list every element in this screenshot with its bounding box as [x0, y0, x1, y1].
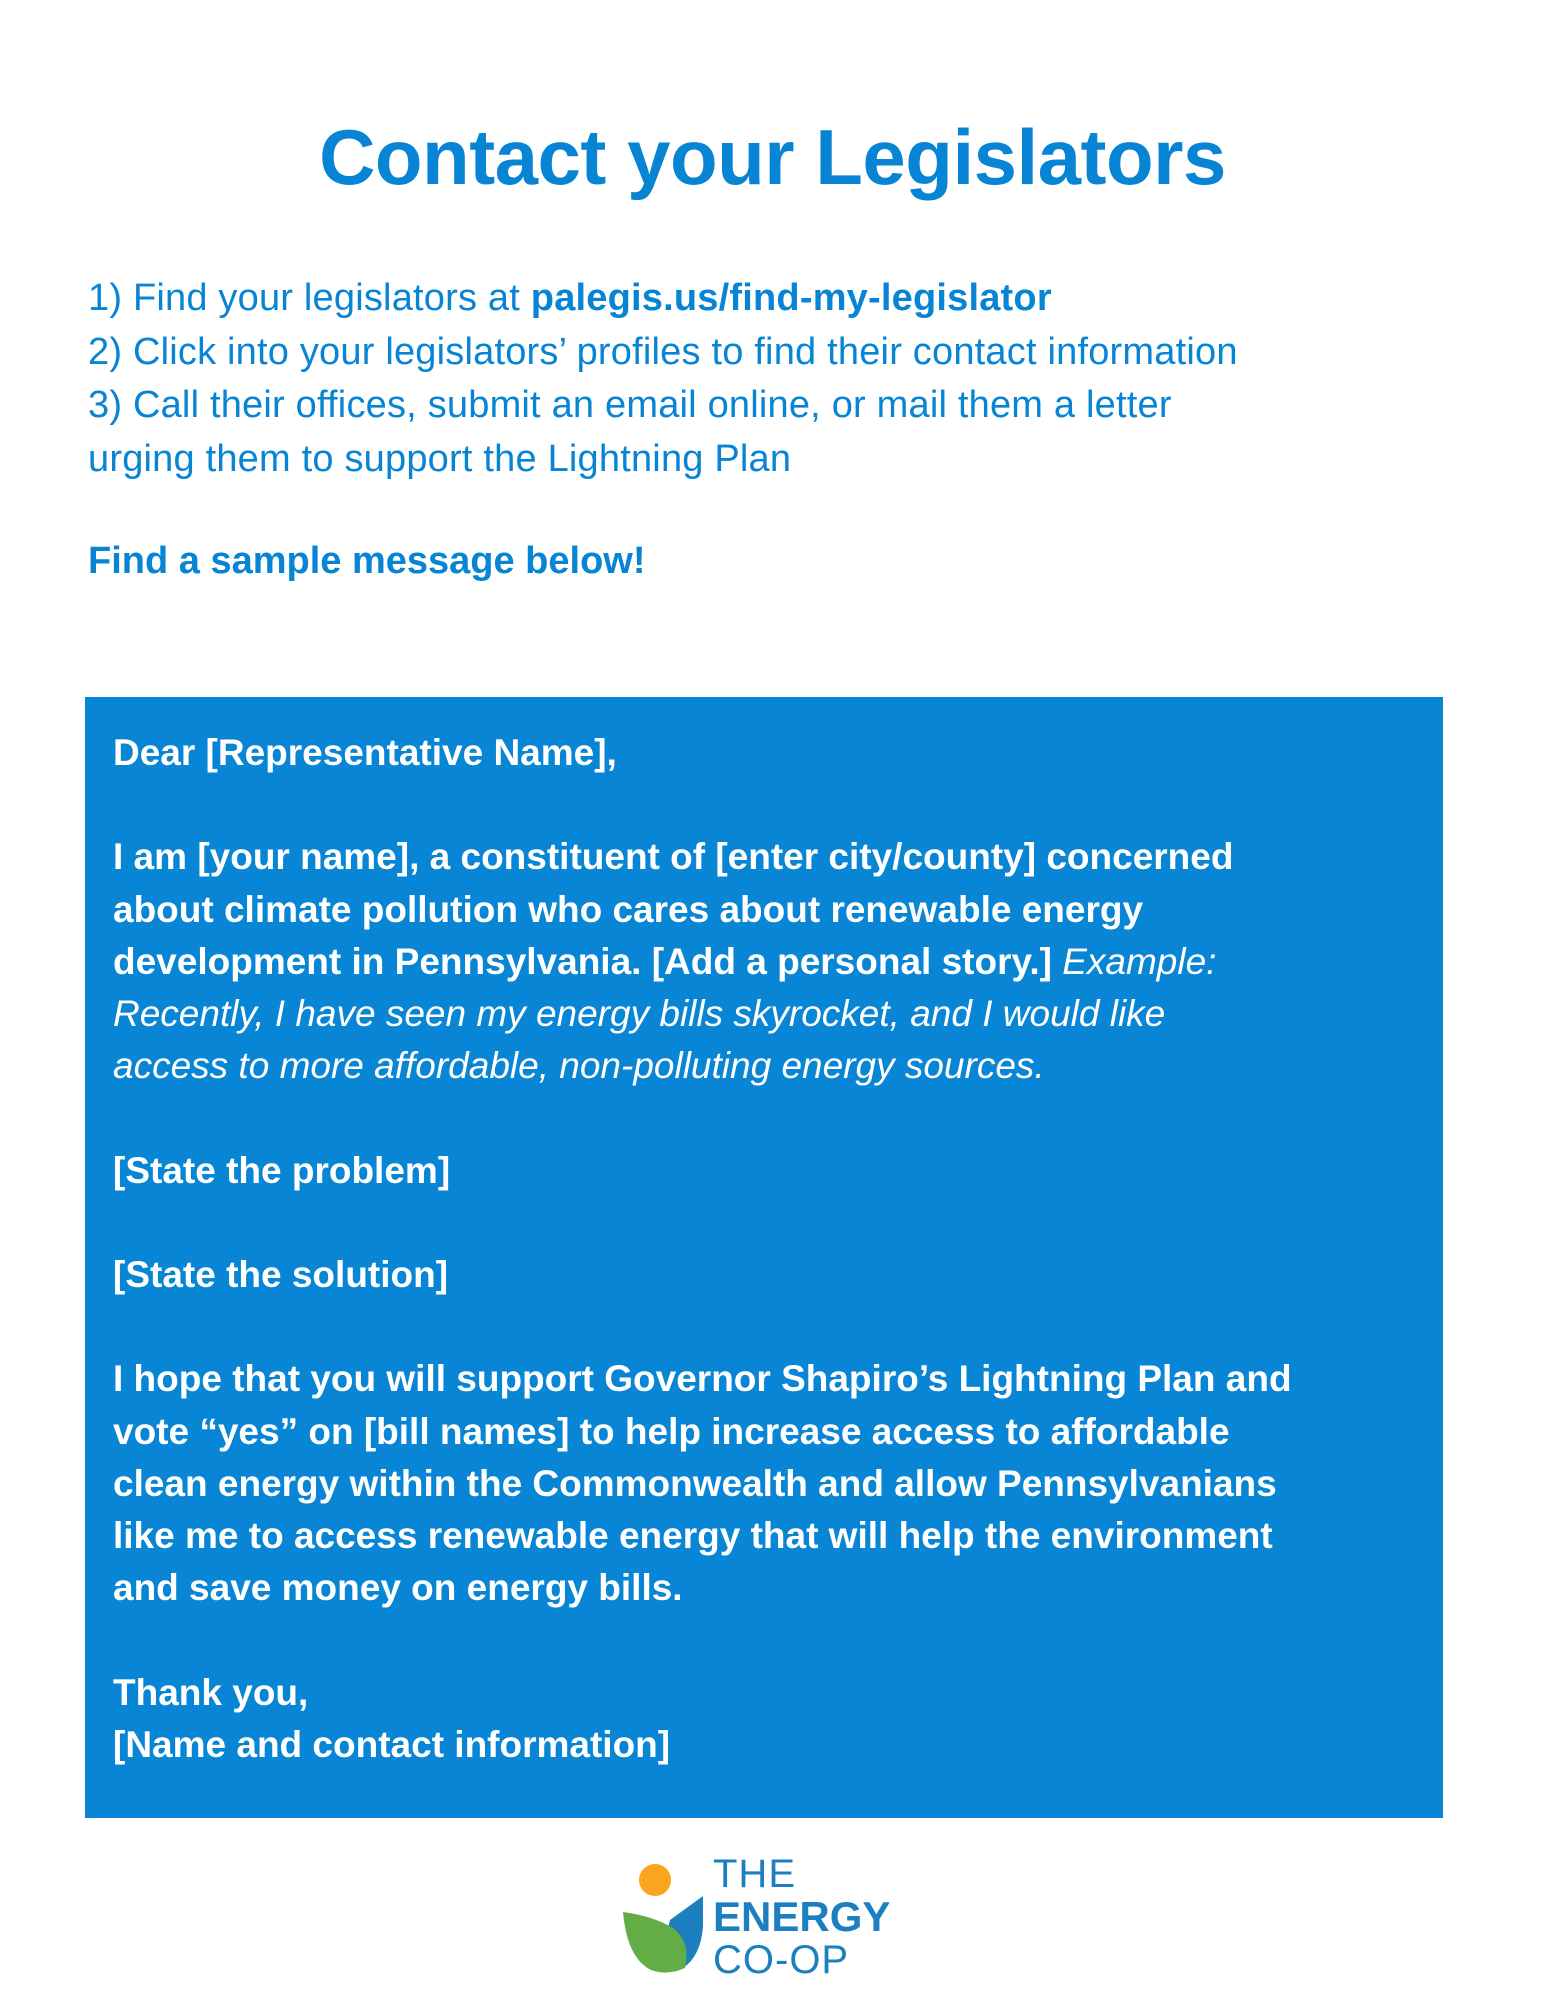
example-text-line: Recently, I have seen my energy bills skyrocket, and I would like: [113, 993, 1166, 1034]
ask-line: I hope that you will support Governor Shapiro’s Lightning Plan and: [113, 1358, 1292, 1400]
intro-line-bold: development in Pennsylvania. [Add a personal story.]: [113, 940, 1063, 982]
letter-signoff: [113, 1667, 1423, 1771]
letter-ask-paragraph: [113, 1353, 1423, 1614]
letter-greeting: [113, 727, 1423, 779]
sample-letter-box: [85, 697, 1443, 1818]
step-3-line-1: 3) Call their offices, submit an email online, or mail them a letter: [88, 384, 1172, 426]
example-label: Example:: [1062, 940, 1217, 982]
logo-text-the: THE: [713, 1852, 796, 1896]
logo-wordmark: [713, 1854, 890, 1980]
problem-text: [State the problem]: [113, 1149, 451, 1191]
signature-text: [Name and contact information]: [113, 1723, 671, 1765]
intro-line: I am [your name], a constituent of [enter city/county] concerned: [113, 836, 1234, 878]
step-2: 2) Click into your legislators’ profiles to find their contact information: [88, 330, 1238, 373]
step-1-text: 1) Find your legislators at: [88, 277, 531, 319]
letter-solution: [113, 1249, 1423, 1301]
step-1: [88, 272, 1508, 326]
logo-sun-icon: [639, 1864, 671, 1896]
letter-intro-paragraph: [113, 831, 1423, 1092]
sample-message-heading: Find a sample message below!: [88, 540, 646, 582]
closing-text: Thank you,: [113, 1671, 309, 1713]
solution-text: [State the solution]: [113, 1253, 449, 1295]
greeting-text: Dear [Representative Name],: [113, 732, 617, 773]
letter-problem: [113, 1145, 1423, 1197]
ask-line: and save money on energy bills.: [113, 1567, 683, 1609]
ask-line: clean energy within the Commonwealth and allow Pennsylvanians: [113, 1462, 1277, 1504]
ask-line: vote “yes” on [bill names] to help increase access to affordable: [113, 1410, 1230, 1452]
example-text-line: access to more affordable, non-polluting energy sources.: [113, 1045, 1045, 1087]
energy-coop-logo: [615, 1846, 915, 1996]
instructions-list: [88, 272, 1508, 486]
step-3-line-2: urging them to support the Lightning Plan: [88, 437, 792, 480]
logo-text-energy: ENERGY: [713, 1893, 891, 1940]
logo-text-coop: CO-OP: [713, 1938, 850, 1982]
ask-line: like me to access renewable energy that will help the environment: [113, 1514, 1273, 1556]
page-title: Contact your Legislators: [319, 113, 1226, 201]
intro-line: [113, 936, 1423, 988]
intro-line: about climate pollution who cares about renewable energy: [113, 888, 1144, 930]
logo-mark-icon: [615, 1846, 710, 1996]
legislator-finder-link[interactable]: palegis.us/find-my-legislator: [530, 277, 1052, 319]
